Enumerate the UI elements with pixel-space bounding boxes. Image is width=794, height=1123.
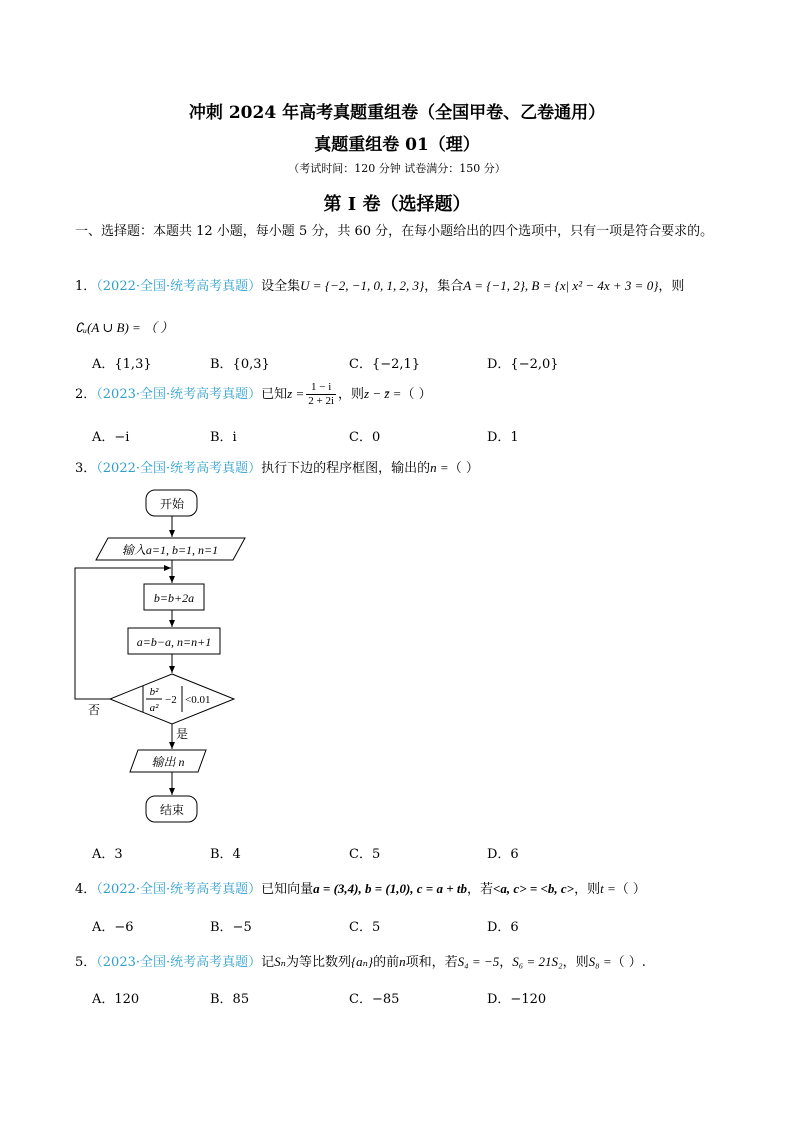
question-text: （ ） (615, 882, 646, 897)
option-d[interactable]: D．6 (487, 920, 519, 935)
question-text: ，则 (574, 882, 601, 897)
option-a[interactable]: A．−i (92, 430, 130, 445)
option-c[interactable]: C．−85 (349, 992, 400, 1007)
option-a[interactable]: A．{1,3} (92, 357, 152, 372)
question-3 (75, 457, 479, 476)
math-expr: z − z̄ = (364, 386, 402, 401)
option-b[interactable]: B．{0,3} (210, 357, 270, 372)
cond-numerator: b² (149, 686, 159, 698)
flow-step1-label: b=b+2a (153, 591, 195, 605)
math-expr: A = {−1, 2}, B = {x| x² − 4x + 3 = 0} (463, 278, 659, 293)
question-2 (75, 381, 432, 408)
question-text: ，则 (338, 387, 365, 402)
flowchart (60, 482, 260, 832)
part-title: 第 I 卷（选择题） (323, 194, 471, 215)
fraction (306, 381, 336, 408)
math-expr: a = (3,4), b = (1,0), c = a + tb (313, 881, 467, 896)
question-text: 执行下边的程序框图，输出的 (261, 461, 431, 476)
option-c[interactable]: C．5 (349, 920, 381, 935)
option-b[interactable]: B．i (210, 430, 237, 445)
option-d[interactable]: D．1 (487, 430, 519, 445)
math-expr: S₆ = 21S₂ (512, 954, 563, 969)
question-5 (75, 951, 646, 970)
flow-loop-arrow (75, 568, 171, 699)
flow-output-label: 输出 n (151, 755, 185, 769)
question-text: ，若 (467, 882, 494, 897)
cond-threshold: <0.01 (185, 694, 211, 706)
question-text: （ ）. (611, 955, 646, 970)
question-number: 1． (75, 279, 97, 294)
option-b[interactable]: B．−5 (210, 920, 252, 935)
question-text: ，则 (658, 279, 685, 294)
question-text: ，集合 (424, 279, 464, 294)
fraction-denominator: 2 + 2i (308, 395, 335, 407)
option-d[interactable]: D．{−2,0} (487, 357, 559, 372)
question-text: 已知向量 (261, 882, 314, 897)
question-source: （2023·全国·统考高考真题） (96, 955, 262, 970)
math-expr: t = (600, 881, 616, 896)
flow-step2-label: a=b−a, n=n+1 (136, 635, 212, 649)
paper-title: 冲刺 2024 年高考真题重组卷（全国甲卷、乙卷通用） (188, 103, 606, 123)
option-c[interactable]: C．{−2,1} (349, 357, 421, 372)
question-number: 5． (75, 955, 97, 970)
question-text: ，则 (562, 955, 589, 970)
flow-end-label: 结束 (159, 803, 185, 817)
exam-info: （考试时间：120 分钟 试卷满分：150 分） (288, 162, 506, 175)
flow-start-label: 开始 (159, 497, 185, 511)
question-number: 3． (75, 461, 97, 476)
question-text: （ ） (448, 461, 479, 476)
question-number: 2． (75, 387, 97, 402)
option-c[interactable]: C．5 (349, 847, 381, 862)
question-text: ， (499, 955, 513, 970)
question-source: （2022·全国·统考高考真题） (96, 279, 262, 294)
question-text: 设全集 (261, 279, 301, 294)
question-source: （2022·全国·统考高考真题） (96, 882, 262, 897)
question-1 (75, 275, 684, 294)
math-expr: {aₙ} (350, 954, 374, 969)
flow-yes-label: 是 (176, 727, 189, 741)
paper-subtitle: 真题重组卷 01（理） (314, 135, 480, 155)
question-4 (75, 878, 646, 897)
math-expr: U = {−2, −1, 0, 1, 2, 3} (300, 278, 425, 293)
math-expr: <a, c> = <b, c> (493, 881, 575, 896)
question-number: 4． (75, 882, 97, 897)
cond-minus-two: −2 (165, 694, 177, 706)
question-text: 为等比数列 (285, 955, 351, 970)
option-c[interactable]: C．0 (349, 430, 381, 445)
question-source: （2022·全国·统考高考真题） (96, 461, 262, 476)
question-text: （ ） (401, 387, 432, 402)
math-expr: S₈ = (588, 954, 612, 969)
option-a[interactable]: A．120 (92, 992, 140, 1007)
option-b[interactable]: B．85 (210, 992, 250, 1007)
fraction-numerator: 1 − i (306, 381, 336, 395)
option-d[interactable]: D．−120 (487, 992, 547, 1007)
option-a[interactable]: A．3 (92, 847, 123, 862)
math-expr: z = (287, 386, 305, 401)
flow-no-label: 否 (88, 703, 101, 717)
question-text: 已知 (261, 387, 288, 402)
math-expr: Sₙ (274, 954, 286, 969)
option-b[interactable]: B．4 (210, 847, 241, 862)
question-text: 的前 (373, 955, 400, 970)
section-instructions: 一、选择题：本题共 12 小题，每小题 5 分，共 60 分，在每小题给出的四个选项中，只有一项是符合要求的。 (75, 224, 714, 239)
option-a[interactable]: A．−6 (92, 920, 134, 935)
flow-input-label: 输入a=1, b=1, n=1 (121, 543, 219, 557)
option-d[interactable]: D．6 (487, 847, 519, 862)
cond-denominator: a² (149, 702, 159, 714)
question-source: （2023·全国·统考高考真题） (96, 387, 262, 402)
question-text: 记 (261, 955, 275, 970)
math-expr: n (399, 954, 406, 969)
question-1-line2: ∁ᵤ(A ∪ B) = （ ） (75, 320, 174, 335)
math-expr: n = (430, 460, 449, 475)
math-expr: S₄ = −5 (457, 954, 500, 969)
question-text: 项和，若 (405, 955, 458, 970)
